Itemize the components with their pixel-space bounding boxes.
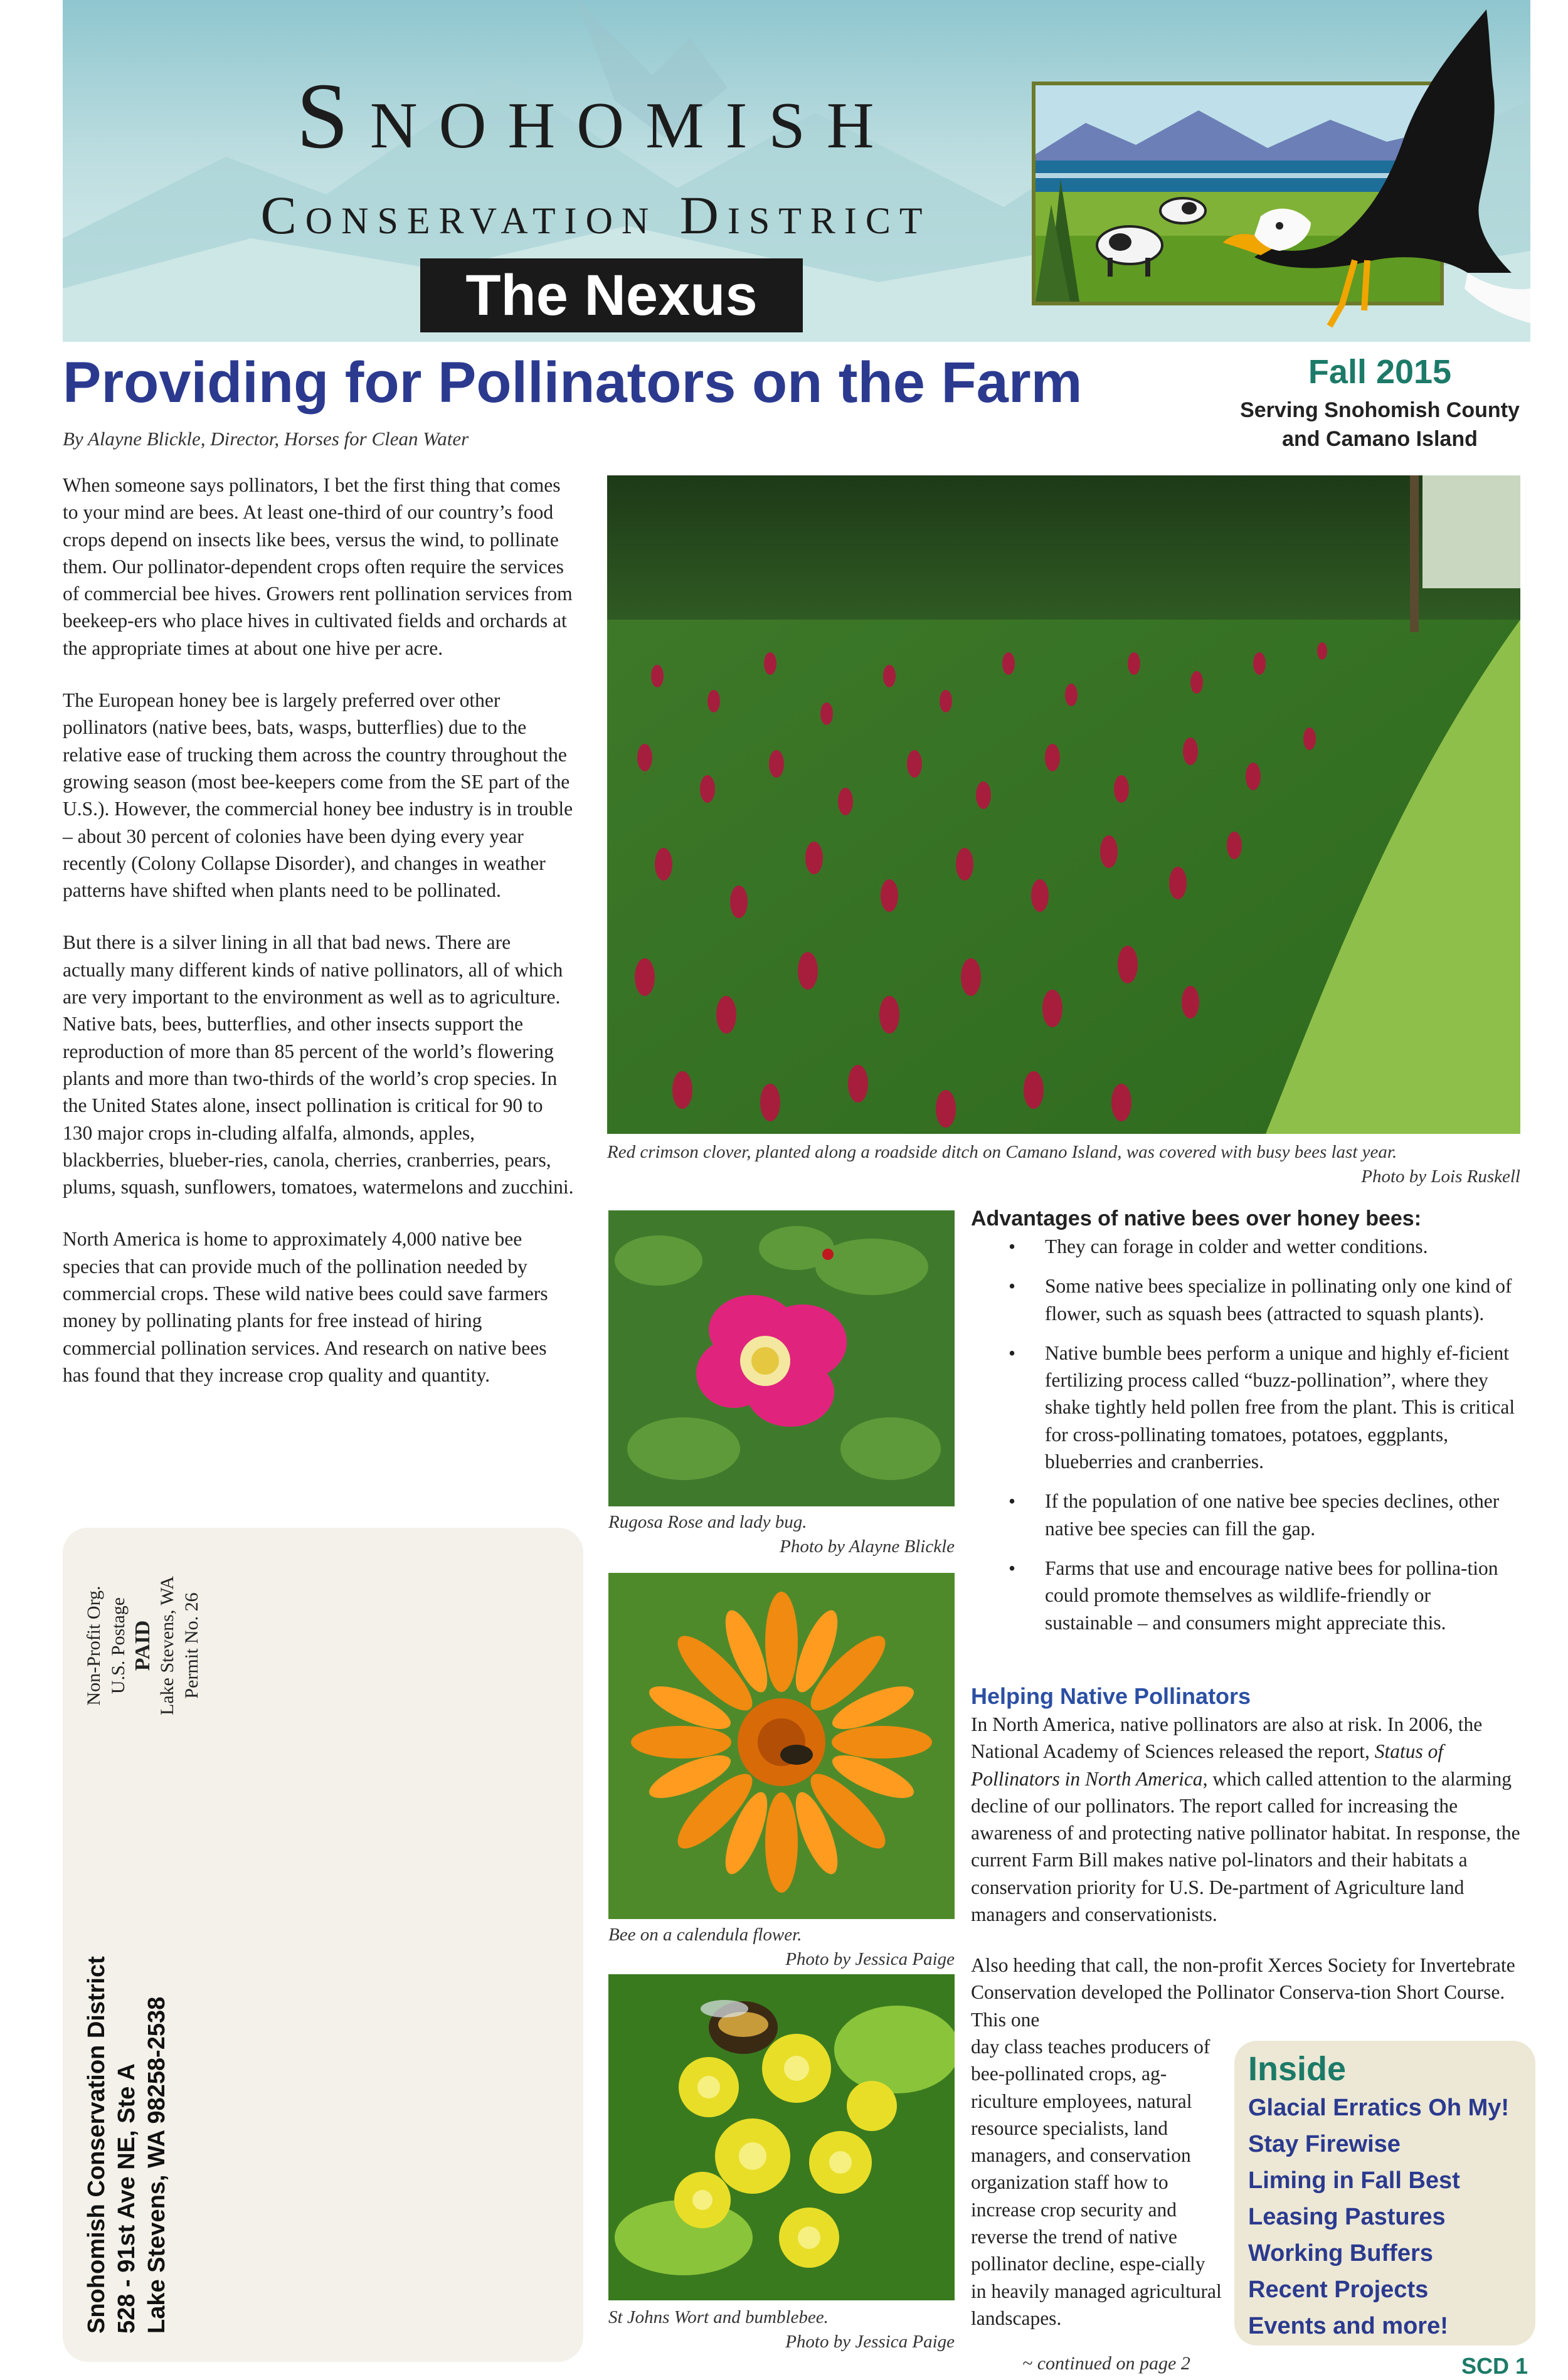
return-address	[82, 1956, 172, 2334]
masthead-banner	[63, 0, 1530, 342]
list-item	[971, 1488, 1523, 1542]
st-johns-wort-photo	[608, 1974, 955, 2300]
helping-heading: Helping Native Pollinators	[971, 1683, 1251, 1709]
photo-credit: Photo by Lois Ruskell	[1361, 1166, 1520, 1187]
serving-line-1: Serving Snohomish County	[1240, 398, 1520, 422]
report-title: Status of Pollinators in North America	[971, 1740, 1444, 1790]
list-item	[971, 1233, 1523, 1260]
paragraph: The European honey bee is largely preferred over other pollinators (native bees, bats, wasps, butterflies) due to the relative ease of trucking them across the country throughout the growing season (most bee-keepers come from the SE part of the U.S.). However, the commercial honey bee industry is in trouble – about 30 percent of colonies have been dying every year recently (Colony Collapse Disorder), and changes in weather patterns have shifted when plants need to be pollinated.	[63, 689, 573, 902]
postage-line: Permit No. 26	[181, 1592, 202, 1699]
title-line-conservation-district: Conservation District	[260, 185, 931, 245]
photo-credit: Photo by Jessica Paige	[785, 2332, 955, 2352]
issue-serving	[1232, 396, 1527, 454]
district-title	[163, 64, 1029, 245]
continued-note: ~ continued on page 2	[1022, 2353, 1190, 2374]
clover-field-image	[607, 475, 1520, 1134]
list-item-text: Farms that use and encourage native bees for pollina-tion could promote themselves as wildlife-friendly or sustainable – and consumers might appreciate this.	[1045, 1557, 1498, 1634]
rose-caption	[608, 1510, 955, 1559]
inside-item-recent-projects[interactable]: Recent Projects	[1248, 2277, 1429, 2303]
inside-item-events[interactable]: Events and more!	[1248, 2313, 1448, 2339]
clover-caption	[607, 1140, 1520, 1189]
return-address-line: Snohomish Conservation District	[83, 1956, 110, 2334]
list-item	[971, 1555, 1523, 1636]
paragraph: But there is a silver lining in all that bad news. There are actually many different kinds of native pollinators, all of which are very important to the environment as well as to agriculture. Native bats, bees, butterflies, and other insects support the reproduction of more than 85 percent of the world’s flowering plants and more than two-thirds of the world’s crop species. In the United States alone, insect pollination is critical for 90 to 130 major crops in-cluding alfalfa, almonds, apples, blackberries, blueber-ries, canola, cherries, cranberries, pears, plums, squash, sunflowers, tomatoes, watermelons and zucchini.	[63, 931, 574, 1198]
bullet: •	[1009, 1557, 1016, 1579]
inside-item-working-buffers[interactable]: Working Buffers	[1248, 2240, 1433, 2266]
postage-indicia	[82, 1552, 204, 1740]
list-item	[971, 1272, 1523, 1327]
xerces-paragraph-wide: Also heeding that call, the non-profit Xerces Society for Invertebrate Conservation developed the Pollinator Conserva-tion Short Course. This one	[971, 1954, 1515, 2031]
inside-box	[1234, 2041, 1535, 2346]
postage-line: Lake Stevens, WA	[157, 1576, 177, 1715]
caption-text: St Johns Wort and bumblebee.	[608, 2307, 829, 2327]
advantages-heading: Advantages of native bees over honey bees:	[971, 1207, 1422, 1230]
article-headline: Providing for Pollinators on the Farm	[63, 351, 1083, 415]
bullet: •	[1009, 1490, 1016, 1513]
newsletter-name: The Nexus	[420, 258, 803, 332]
return-address-line: 528 - 91st Ave NE, Ste A	[114, 2063, 140, 2334]
bullet: •	[1009, 1235, 1016, 1257]
helping-text: In North America, native pollinators are also at risk. In 2006, the National Academy of Sciences released the report,	[971, 1713, 1483, 1763]
calendula-photo	[608, 1573, 955, 1919]
postage-line: Non-Profit Org.	[83, 1585, 104, 1706]
article-byline: By Alayne Blickle, Director, Horses for Clean Water	[63, 428, 469, 450]
title-line-snohomish: Snohomish	[296, 64, 896, 168]
postage-line: U.S. Postage	[108, 1597, 129, 1695]
paragraph: When someone says pollinators, I bet the first thing that comes to your mind are bees. At least one-third of our country’s food crops depend on insects like bees, versus the wind, to pollinate them. Our pollinator-dependent crops often require the services of commercial bee hives. Growers rent pollination services from beekeep-ers who place hives in cultivated fields and orchards at the appropriate times at about one hive per acre.	[63, 474, 573, 659]
caption-text: Rugosa Rose and lady bug.	[608, 1512, 807, 1532]
serving-line-2: and Camano Island	[1282, 426, 1478, 451]
issue-season: Fall 2015	[1308, 353, 1452, 391]
mailing-panel	[63, 1528, 583, 2362]
list-item-text: If the population of one native bee species declines, other native bee species can fill the gap.	[1045, 1490, 1500, 1540]
intro-text-column	[63, 472, 577, 1414]
helping-paragraph	[971, 1711, 1523, 1928]
inside-item-stay-firewise[interactable]: Stay Firewise	[1248, 2131, 1401, 2157]
caption-text: Red crimson clover, planted along a roadside ditch on Camano Island, was covered with busy bees last year.	[607, 1142, 1397, 1162]
inside-item-leasing-pastures[interactable]: Leasing Pastures	[1248, 2204, 1446, 2230]
list-item-text: Some native bees specialize in pollinating only one kind of flower, such as squash bees (attracted to squash plants).	[1045, 1275, 1512, 1325]
photo-credit: Photo by Jessica Paige	[785, 1949, 955, 1969]
return-address-line: Lake Stevens, WA 98258-2538	[144, 1996, 170, 2334]
calendula-flower-image	[608, 1573, 955, 1919]
bullet: •	[1009, 1341, 1016, 1364]
rose-photo	[608, 1210, 955, 1506]
inside-title: Inside	[1248, 2050, 1347, 2088]
wort-caption	[608, 2305, 955, 2354]
list-item-text: Native bumble bees perform a unique and highly ef-ficient fertilizing process called “buzz-pollination”, where they shake tightly held pollen free from the plant. This is critical for cross-pollinating tomatoes, potatoes, eggplants, blueberries and cranberries.	[1045, 1341, 1515, 1473]
page-number: SCD 1	[1461, 2353, 1528, 2379]
st-johns-wort-image	[608, 1974, 955, 2300]
eagle-icon	[1217, 9, 1530, 336]
paragraph: North America is home to approximately 4,000 native bee species that can provide much of the pollination needed by commercial crops. These wild native bees could save farmers money by pollinating plants for free instead of hiring commercial pollination services. And research on native bees has found that they increase crop quality and quantity.	[63, 1228, 548, 1386]
list-item	[971, 1340, 1523, 1475]
bullet: •	[1009, 1275, 1016, 1298]
inside-item-liming[interactable]: Liming in Fall Best	[1248, 2167, 1460, 2194]
clover-photo	[607, 475, 1520, 1134]
rugosa-rose-image	[608, 1210, 955, 1506]
helping-text: , which called attention to the alarming decline of our pollinators. The report called for increasing the awareness of and protecting native pollinator habitat. In response, the current Farm Bill makes native pol-linators and their habitats a conservation priority for U.S. De-partment of Agriculture land managers and conservationists.	[971, 1767, 1520, 1926]
xerces-paragraph-narrow: day class teaches producers of bee-pollinated crops, ag-riculture employees, natural resource specialists, land managers, and conservation organization staff how to increase crop security and reverse the trend of native pollinator decline, espe-cially in heavily managed agricultural landscapes.	[971, 2036, 1222, 2329]
advantages-list	[971, 1233, 1523, 1649]
postage-paid: PAID	[131, 1620, 154, 1671]
list-item-text: They can forage in colder and wetter conditions.	[1045, 1235, 1428, 1257]
calendula-caption	[608, 1923, 955, 1972]
photo-credit: Photo by Alayne Blickle	[780, 1536, 955, 1557]
caption-text: Bee on a calendula flower.	[608, 1925, 802, 1945]
inside-item-glacial-erratics[interactable]: Glacial Erratics Oh My!	[1248, 2095, 1510, 2121]
